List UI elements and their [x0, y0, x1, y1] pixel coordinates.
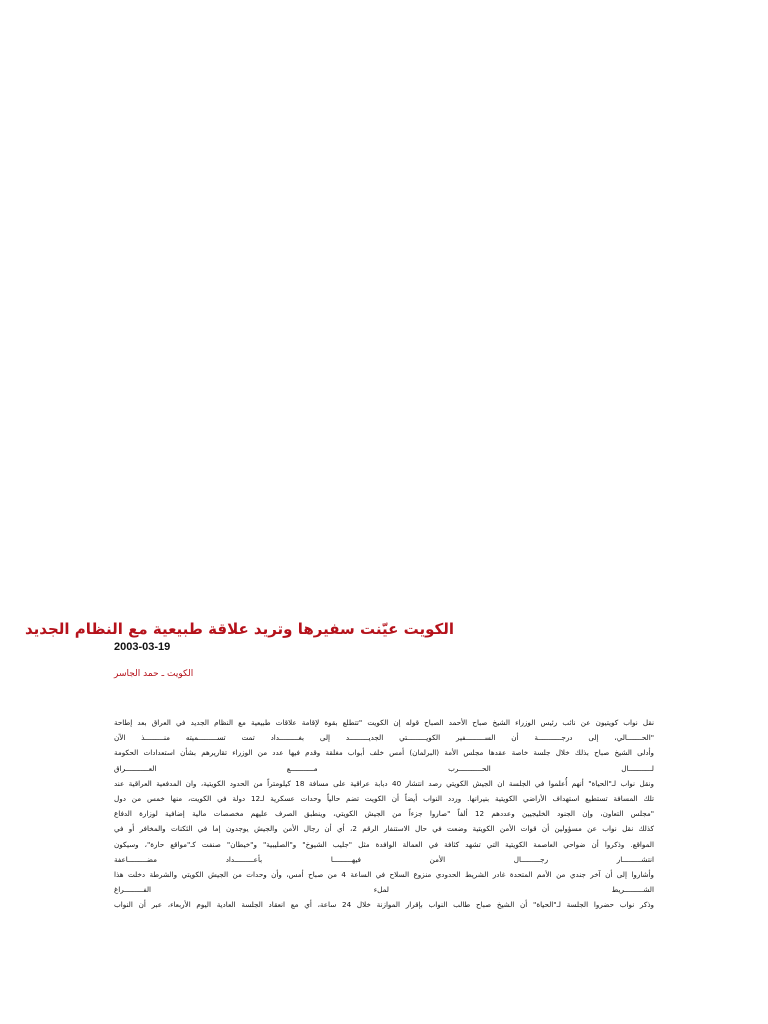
article-date: 2003-03-19 [114, 641, 171, 653]
body-line: تلك المسافة تستطيع استهداف الأراضي الكويتية بنيرانها. وردد النواب أيضاً أن الكويت تضم حالياً وحدات عسكرية لـ12 دولة في الكويت، منها خمس من دول [114, 794, 654, 804]
body-line: كذلك نقل نواب عن مسؤولين أن قوات الأمن الكويتية وضعت في حال الاستنفار الرقم 2، أي أن رجال الأمن والجيش يوجدون إما في الثكنات والمخافر أو في [114, 824, 654, 834]
article-byline: الكويت ـ حمد الجاسر [114, 669, 194, 679]
body-line: وذكر نواب حضروا الجلسة لـ"الحياة" أن الشيخ صباح طالب النواب بإقرار الموازنة خلال 24 ساعة، أي مع انعقاد الجلسة العادية اليوم الأربعاء، عبر أن النواب [114, 900, 654, 910]
body-line: وأدلى الشيخ صباح بذلك خلال جلسة خاصة عقدها مجلس الأمة (البرلمان) أمس خلف أبواب مغلقة وقدم فيها عدد من الوزراء تقاريرهم بشأن استعدادات الحكومة [114, 748, 654, 758]
body-line: المواقع. وذكروا أن ضواحي العاصمة الكويتية التي تشهد كثافة في العمالة الوافدة مثل "جليب الشيوخ" و"الصليبية" و"خيطان" صنفت كـ"مواقع حارة"، وسيكون [114, 839, 654, 849]
body-line: الشـــــــــريط لملء الفـــــــــراغ [114, 885, 654, 895]
article-body [114, 715, 654, 913]
body-line: "مجلس التعاون، وإن الجنود الخليجيين وعددهم 12 ألفاً "صاروا جزءاً من الجيش الكويتي، وينطبق الصرف عليهم مخصصات مالية إضافية لوزارة الدفاع [114, 809, 654, 819]
body-line: لـــــــــــال الحـــــــــــرب مـــــــــــع العـــــــــــراق [114, 763, 654, 773]
body-line: "الحـــــــالي، إلى درجـــــــــــة أن الســـــــــفير الكويـــــــــتي الجديـــــــــد إلى بغـــــــــداد تمت تســـــــــميته منـــــــــذ الآن [114, 733, 654, 743]
body-line: نقل نواب كويتيون عن نائب رئيس الوزراء الشيخ صباح الأحمد الصباح قوله إن الكويت "تتطلع بقوة لإقامة علاقات طبيعية مع النظام الجديد في العراق بعد إطاحة [114, 718, 654, 727]
body-line: انتشـــــــــار رجـــــــــال الأمن فيهـــــــــا بأعـــــــــداد مضـــــــــاعفة [114, 854, 654, 864]
body-line: وأشاروا إلى أن آخر جندي من الأمم المتحدة غادر الشريط الحدودي منزوع السلاح في الساعة 4 من صباح أمس، وأن وحدات من الجيش الكويتي والشرطة دخلت هذا [114, 870, 654, 880]
body-line: ونقل نواب لـ"الحياة" أنهم أُعلموا في الجلسة ان الجيش الكويتي رصد انتشار 40 دبابة عراقية على مسافة 18 كيلومتراً من الحدود الكويتية، وان المدفعية العراقية عند [114, 778, 654, 788]
article-title: الكويت عيّنت سفيرها وتريد علاقة طبيعية مع النظام الجديد [24, 620, 454, 638]
